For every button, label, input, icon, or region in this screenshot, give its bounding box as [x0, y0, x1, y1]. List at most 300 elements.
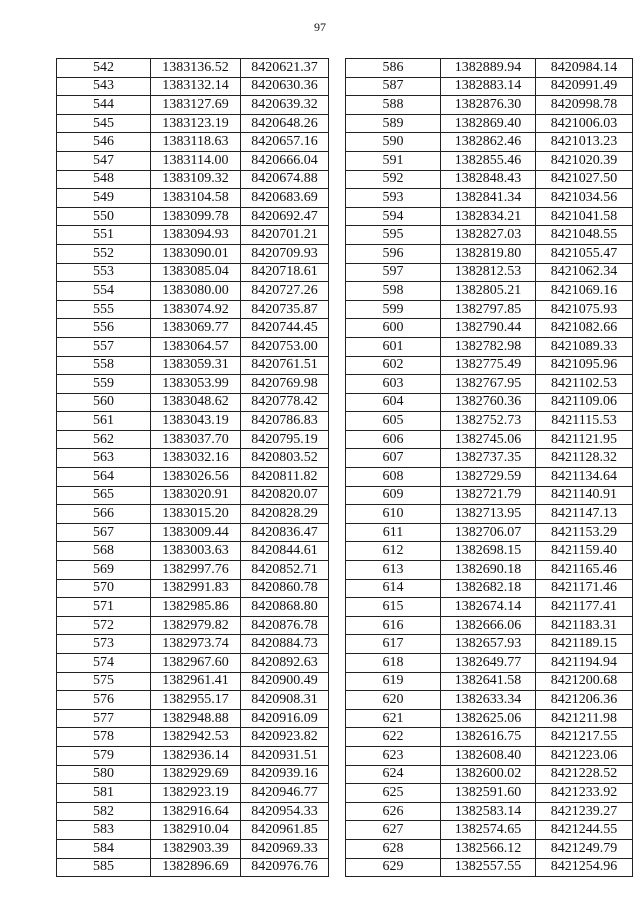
x-coordinate-cell: 1382641.58 — [441, 672, 536, 691]
y-coordinate-cell: 8421211.98 — [536, 709, 633, 728]
table-row — [346, 319, 633, 338]
x-coordinate-cell: 1382869.40 — [441, 114, 536, 133]
table-row — [346, 244, 633, 263]
table-row — [346, 802, 633, 821]
y-coordinate-cell: 8420923.82 — [241, 728, 329, 747]
y-coordinate-cell: 8421189.15 — [536, 635, 633, 654]
x-coordinate-cell: 1382985.86 — [151, 598, 241, 617]
table-row — [57, 375, 329, 394]
y-coordinate-cell: 8420803.52 — [241, 449, 329, 468]
point-number-cell: 575 — [57, 672, 151, 691]
y-coordinate-cell: 8420916.09 — [241, 709, 329, 728]
y-coordinate-cell: 8420892.63 — [241, 654, 329, 673]
table-row — [346, 635, 633, 654]
y-coordinate-cell: 8420744.45 — [241, 319, 329, 338]
table-row — [57, 170, 329, 189]
y-coordinate-cell: 8420844.61 — [241, 542, 329, 561]
point-number-cell: 610 — [346, 505, 441, 524]
point-number-cell: 622 — [346, 728, 441, 747]
x-coordinate-cell: 1382625.06 — [441, 709, 536, 728]
x-coordinate-cell: 1382633.34 — [441, 691, 536, 710]
point-number-cell: 567 — [57, 523, 151, 542]
y-coordinate-cell: 8420657.16 — [241, 133, 329, 152]
table-row — [57, 430, 329, 449]
x-coordinate-cell: 1382797.85 — [441, 300, 536, 319]
x-coordinate-cell: 1383104.58 — [151, 189, 241, 208]
table-row — [346, 77, 633, 96]
point-number-cell: 585 — [57, 858, 151, 877]
y-coordinate-cell: 8420701.21 — [241, 226, 329, 245]
y-coordinate-cell: 8421249.79 — [536, 839, 633, 858]
x-coordinate-cell: 1382690.18 — [441, 561, 536, 580]
x-coordinate-cell: 1383090.01 — [151, 244, 241, 263]
x-coordinate-cell: 1382997.76 — [151, 561, 241, 580]
y-coordinate-cell: 8420876.78 — [241, 616, 329, 635]
point-number-cell: 613 — [346, 561, 441, 580]
coordinates-table-right — [345, 58, 633, 877]
point-number-cell: 582 — [57, 802, 151, 821]
table-row — [346, 561, 633, 580]
table-row — [57, 263, 329, 282]
point-number-cell: 603 — [346, 375, 441, 394]
x-coordinate-cell: 1382948.88 — [151, 709, 241, 728]
y-coordinate-cell: 8421034.56 — [536, 189, 633, 208]
point-number-cell: 557 — [57, 337, 151, 356]
x-coordinate-cell: 1382682.18 — [441, 579, 536, 598]
x-coordinate-cell: 1382737.35 — [441, 449, 536, 468]
point-number-cell: 599 — [346, 300, 441, 319]
x-coordinate-cell: 1382583.14 — [441, 802, 536, 821]
x-coordinate-cell: 1383015.20 — [151, 505, 241, 524]
table-row — [57, 244, 329, 263]
y-coordinate-cell: 8421217.55 — [536, 728, 633, 747]
point-number-cell: 583 — [57, 821, 151, 840]
point-number-cell: 607 — [346, 449, 441, 468]
point-number-cell: 609 — [346, 486, 441, 505]
table-body — [346, 59, 633, 877]
x-coordinate-cell: 1382566.12 — [441, 839, 536, 858]
x-coordinate-cell: 1383109.32 — [151, 170, 241, 189]
x-coordinate-cell: 1382790.44 — [441, 319, 536, 338]
y-coordinate-cell: 8420998.78 — [536, 96, 633, 115]
y-coordinate-cell: 8421147.13 — [536, 505, 633, 524]
x-coordinate-cell: 1382616.75 — [441, 728, 536, 747]
y-coordinate-cell: 8421121.95 — [536, 430, 633, 449]
x-coordinate-cell: 1383003.63 — [151, 542, 241, 561]
point-number-cell: 559 — [57, 375, 151, 394]
x-coordinate-cell: 1383053.99 — [151, 375, 241, 394]
table-row — [346, 337, 633, 356]
y-coordinate-cell: 8421206.36 — [536, 691, 633, 710]
table-row — [57, 691, 329, 710]
table-row — [57, 449, 329, 468]
point-number-cell: 600 — [346, 319, 441, 338]
point-number-cell: 587 — [346, 77, 441, 96]
point-number-cell: 576 — [57, 691, 151, 710]
x-coordinate-cell: 1383085.04 — [151, 263, 241, 282]
point-number-cell: 588 — [346, 96, 441, 115]
table-row — [346, 151, 633, 170]
y-coordinate-cell: 8421089.33 — [536, 337, 633, 356]
y-coordinate-cell: 8421159.40 — [536, 542, 633, 561]
point-number-cell: 568 — [57, 542, 151, 561]
point-number-cell: 570 — [57, 579, 151, 598]
table-row — [346, 672, 633, 691]
x-coordinate-cell: 1383099.78 — [151, 207, 241, 226]
y-coordinate-cell: 8421075.93 — [536, 300, 633, 319]
point-number-cell: 617 — [346, 635, 441, 654]
table-row — [346, 133, 633, 152]
x-coordinate-cell: 1383094.93 — [151, 226, 241, 245]
point-number-cell: 560 — [57, 393, 151, 412]
point-number-cell: 562 — [57, 430, 151, 449]
y-coordinate-cell: 8420727.26 — [241, 282, 329, 301]
point-number-cell: 550 — [57, 207, 151, 226]
table-row — [57, 151, 329, 170]
table-row — [57, 189, 329, 208]
point-number-cell: 618 — [346, 654, 441, 673]
x-coordinate-cell: 1382923.19 — [151, 784, 241, 803]
table-row — [57, 821, 329, 840]
table-row — [57, 839, 329, 858]
table-row — [346, 207, 633, 226]
point-number-cell: 589 — [346, 114, 441, 133]
point-number-cell: 592 — [346, 170, 441, 189]
table-row — [57, 858, 329, 877]
y-coordinate-cell: 8421128.32 — [536, 449, 633, 468]
table-row — [57, 672, 329, 691]
x-coordinate-cell: 1383064.57 — [151, 337, 241, 356]
x-coordinate-cell: 1382896.69 — [151, 858, 241, 877]
point-number-cell: 597 — [346, 263, 441, 282]
table-row — [57, 709, 329, 728]
y-coordinate-cell: 8421244.55 — [536, 821, 633, 840]
coordinates-table-left — [56, 58, 329, 877]
table-row — [346, 486, 633, 505]
table-row — [346, 170, 633, 189]
y-coordinate-cell: 8420884.73 — [241, 635, 329, 654]
y-coordinate-cell: 8421228.52 — [536, 765, 633, 784]
x-coordinate-cell: 1382834.21 — [441, 207, 536, 226]
y-coordinate-cell: 8420778.42 — [241, 393, 329, 412]
x-coordinate-cell: 1382812.53 — [441, 263, 536, 282]
x-coordinate-cell: 1382706.07 — [441, 523, 536, 542]
table-row — [346, 579, 633, 598]
point-number-cell: 551 — [57, 226, 151, 245]
point-number-cell: 604 — [346, 393, 441, 412]
x-coordinate-cell: 1382557.55 — [441, 858, 536, 877]
y-coordinate-cell: 8421006.03 — [536, 114, 633, 133]
point-number-cell: 549 — [57, 189, 151, 208]
y-coordinate-cell: 8420621.37 — [241, 59, 329, 78]
x-coordinate-cell: 1383009.44 — [151, 523, 241, 542]
table-row — [346, 114, 633, 133]
table-row — [57, 728, 329, 747]
table-row — [346, 598, 633, 617]
point-number-cell: 594 — [346, 207, 441, 226]
x-coordinate-cell: 1383127.69 — [151, 96, 241, 115]
point-number-cell: 591 — [346, 151, 441, 170]
y-coordinate-cell: 8421194.94 — [536, 654, 633, 673]
table-row — [57, 96, 329, 115]
table-row — [57, 468, 329, 487]
table-row — [346, 430, 633, 449]
point-number-cell: 569 — [57, 561, 151, 580]
x-coordinate-cell: 1382967.60 — [151, 654, 241, 673]
y-coordinate-cell: 8421102.53 — [536, 375, 633, 394]
table-row — [346, 449, 633, 468]
y-coordinate-cell: 8421082.66 — [536, 319, 633, 338]
y-coordinate-cell: 8420630.36 — [241, 77, 329, 96]
x-coordinate-cell: 1382819.80 — [441, 244, 536, 263]
table-row — [57, 77, 329, 96]
point-number-cell: 627 — [346, 821, 441, 840]
point-number-cell: 574 — [57, 654, 151, 673]
table-row — [57, 412, 329, 431]
x-coordinate-cell: 1382961.41 — [151, 672, 241, 691]
x-coordinate-cell: 1382903.39 — [151, 839, 241, 858]
point-number-cell: 586 — [346, 59, 441, 78]
x-coordinate-cell: 1382883.14 — [441, 77, 536, 96]
table-row — [57, 505, 329, 524]
x-coordinate-cell: 1382657.93 — [441, 635, 536, 654]
y-coordinate-cell: 8420828.29 — [241, 505, 329, 524]
point-number-cell: 563 — [57, 449, 151, 468]
x-coordinate-cell: 1383114.00 — [151, 151, 241, 170]
point-number-cell: 558 — [57, 356, 151, 375]
x-coordinate-cell: 1382674.14 — [441, 598, 536, 617]
y-coordinate-cell: 8420666.04 — [241, 151, 329, 170]
point-number-cell: 608 — [346, 468, 441, 487]
table-row — [346, 96, 633, 115]
y-coordinate-cell: 8420735.87 — [241, 300, 329, 319]
table-row — [346, 226, 633, 245]
x-coordinate-cell: 1383026.56 — [151, 468, 241, 487]
y-coordinate-cell: 8421200.68 — [536, 672, 633, 691]
table-row — [346, 505, 633, 524]
table-row — [346, 523, 633, 542]
x-coordinate-cell: 1383074.92 — [151, 300, 241, 319]
y-coordinate-cell: 8420969.33 — [241, 839, 329, 858]
point-number-cell: 580 — [57, 765, 151, 784]
point-number-cell: 590 — [346, 133, 441, 152]
x-coordinate-cell: 1382729.59 — [441, 468, 536, 487]
y-coordinate-cell: 8420984.14 — [536, 59, 633, 78]
point-number-cell: 611 — [346, 523, 441, 542]
y-coordinate-cell: 8421223.06 — [536, 746, 633, 765]
y-coordinate-cell: 8420900.49 — [241, 672, 329, 691]
y-coordinate-cell: 8420811.82 — [241, 468, 329, 487]
point-number-cell: 616 — [346, 616, 441, 635]
table-row — [346, 709, 633, 728]
table-row — [57, 226, 329, 245]
y-coordinate-cell: 8420939.16 — [241, 765, 329, 784]
point-number-cell: 543 — [57, 77, 151, 96]
table-row — [57, 59, 329, 78]
y-coordinate-cell: 8421134.64 — [536, 468, 633, 487]
x-coordinate-cell: 1382649.77 — [441, 654, 536, 673]
y-coordinate-cell: 8421233.92 — [536, 784, 633, 803]
x-coordinate-cell: 1382991.83 — [151, 579, 241, 598]
point-number-cell: 602 — [346, 356, 441, 375]
y-coordinate-cell: 8421095.96 — [536, 356, 633, 375]
point-number-cell: 546 — [57, 133, 151, 152]
x-coordinate-cell: 1382608.40 — [441, 746, 536, 765]
y-coordinate-cell: 8421153.29 — [536, 523, 633, 542]
table-row — [57, 598, 329, 617]
table-row — [57, 765, 329, 784]
x-coordinate-cell: 1382713.95 — [441, 505, 536, 524]
y-coordinate-cell: 8421048.55 — [536, 226, 633, 245]
x-coordinate-cell: 1383132.14 — [151, 77, 241, 96]
y-coordinate-cell: 8420786.83 — [241, 412, 329, 431]
table-row — [57, 746, 329, 765]
y-coordinate-cell: 8421055.47 — [536, 244, 633, 263]
x-coordinate-cell: 1382600.02 — [441, 765, 536, 784]
table-row — [57, 523, 329, 542]
y-coordinate-cell: 8420795.19 — [241, 430, 329, 449]
point-number-cell: 572 — [57, 616, 151, 635]
x-coordinate-cell: 1383136.52 — [151, 59, 241, 78]
point-number-cell: 566 — [57, 505, 151, 524]
x-coordinate-cell: 1383059.31 — [151, 356, 241, 375]
x-coordinate-cell: 1382827.03 — [441, 226, 536, 245]
table-row — [57, 393, 329, 412]
table-row — [57, 486, 329, 505]
x-coordinate-cell: 1382760.36 — [441, 393, 536, 412]
table-row — [57, 319, 329, 338]
x-coordinate-cell: 1382698.15 — [441, 542, 536, 561]
point-number-cell: 619 — [346, 672, 441, 691]
x-coordinate-cell: 1382936.14 — [151, 746, 241, 765]
table-row — [57, 784, 329, 803]
table-row — [346, 654, 633, 673]
point-number-cell: 565 — [57, 486, 151, 505]
x-coordinate-cell: 1382910.04 — [151, 821, 241, 840]
point-number-cell: 564 — [57, 468, 151, 487]
y-coordinate-cell: 8420931.51 — [241, 746, 329, 765]
point-number-cell: 561 — [57, 412, 151, 431]
table-row — [57, 207, 329, 226]
y-coordinate-cell: 8421171.46 — [536, 579, 633, 598]
point-number-cell: 596 — [346, 244, 441, 263]
x-coordinate-cell: 1382929.69 — [151, 765, 241, 784]
x-coordinate-cell: 1382876.30 — [441, 96, 536, 115]
x-coordinate-cell: 1382574.65 — [441, 821, 536, 840]
table-row — [57, 300, 329, 319]
table-row — [57, 356, 329, 375]
y-coordinate-cell: 8420769.98 — [241, 375, 329, 394]
x-coordinate-cell: 1382775.49 — [441, 356, 536, 375]
point-number-cell: 629 — [346, 858, 441, 877]
x-coordinate-cell: 1382841.34 — [441, 189, 536, 208]
table-row — [57, 635, 329, 654]
x-coordinate-cell: 1382848.43 — [441, 170, 536, 189]
point-number-cell: 621 — [346, 709, 441, 728]
x-coordinate-cell: 1383032.16 — [151, 449, 241, 468]
x-coordinate-cell: 1382916.64 — [151, 802, 241, 821]
x-coordinate-cell: 1382782.98 — [441, 337, 536, 356]
table-row — [57, 337, 329, 356]
y-coordinate-cell: 8420868.80 — [241, 598, 329, 617]
point-number-cell: 542 — [57, 59, 151, 78]
x-coordinate-cell: 1382666.06 — [441, 616, 536, 635]
table-row — [57, 114, 329, 133]
table-row — [57, 542, 329, 561]
x-coordinate-cell: 1383020.91 — [151, 486, 241, 505]
page-number: 97 — [314, 20, 326, 34]
y-coordinate-cell: 8421140.91 — [536, 486, 633, 505]
point-number-cell: 577 — [57, 709, 151, 728]
table-row — [57, 802, 329, 821]
y-coordinate-cell: 8420648.26 — [241, 114, 329, 133]
x-coordinate-cell: 1382955.17 — [151, 691, 241, 710]
point-number-cell: 579 — [57, 746, 151, 765]
point-number-cell: 605 — [346, 412, 441, 431]
point-number-cell: 553 — [57, 263, 151, 282]
x-coordinate-cell: 1383069.77 — [151, 319, 241, 338]
y-coordinate-cell: 8421254.96 — [536, 858, 633, 877]
table-row — [57, 561, 329, 580]
y-coordinate-cell: 8420692.47 — [241, 207, 329, 226]
table-row — [346, 691, 633, 710]
point-number-cell: 614 — [346, 579, 441, 598]
table-row — [346, 59, 633, 78]
table-row — [346, 375, 633, 394]
table-row — [57, 133, 329, 152]
point-number-cell: 628 — [346, 839, 441, 858]
y-coordinate-cell: 8420761.51 — [241, 356, 329, 375]
x-coordinate-cell: 1383048.62 — [151, 393, 241, 412]
y-coordinate-cell: 8421013.23 — [536, 133, 633, 152]
y-coordinate-cell: 8421020.39 — [536, 151, 633, 170]
y-coordinate-cell: 8420946.77 — [241, 784, 329, 803]
y-coordinate-cell: 8420718.61 — [241, 263, 329, 282]
x-coordinate-cell: 1383037.70 — [151, 430, 241, 449]
point-number-cell: 626 — [346, 802, 441, 821]
table-row — [346, 468, 633, 487]
table-row — [346, 412, 633, 431]
point-number-cell: 556 — [57, 319, 151, 338]
table-row — [346, 616, 633, 635]
y-coordinate-cell: 8420860.78 — [241, 579, 329, 598]
point-number-cell: 555 — [57, 300, 151, 319]
point-number-cell: 615 — [346, 598, 441, 617]
y-coordinate-cell: 8421177.41 — [536, 598, 633, 617]
y-coordinate-cell: 8421069.16 — [536, 282, 633, 301]
y-coordinate-cell: 8421062.34 — [536, 263, 633, 282]
y-coordinate-cell: 8421027.50 — [536, 170, 633, 189]
point-number-cell: 623 — [346, 746, 441, 765]
x-coordinate-cell: 1383118.63 — [151, 133, 241, 152]
x-coordinate-cell: 1382862.46 — [441, 133, 536, 152]
point-number-cell: 571 — [57, 598, 151, 617]
table-row — [57, 654, 329, 673]
point-number-cell: 624 — [346, 765, 441, 784]
table-row — [346, 746, 633, 765]
point-number-cell: 552 — [57, 244, 151, 263]
y-coordinate-cell: 8420674.88 — [241, 170, 329, 189]
y-coordinate-cell: 8421109.06 — [536, 393, 633, 412]
table-row — [57, 579, 329, 598]
x-coordinate-cell: 1382973.74 — [151, 635, 241, 654]
table-row — [57, 282, 329, 301]
y-coordinate-cell: 8420908.31 — [241, 691, 329, 710]
point-number-cell: 620 — [346, 691, 441, 710]
table-body — [57, 59, 329, 877]
x-coordinate-cell: 1382942.53 — [151, 728, 241, 747]
point-number-cell: 612 — [346, 542, 441, 561]
